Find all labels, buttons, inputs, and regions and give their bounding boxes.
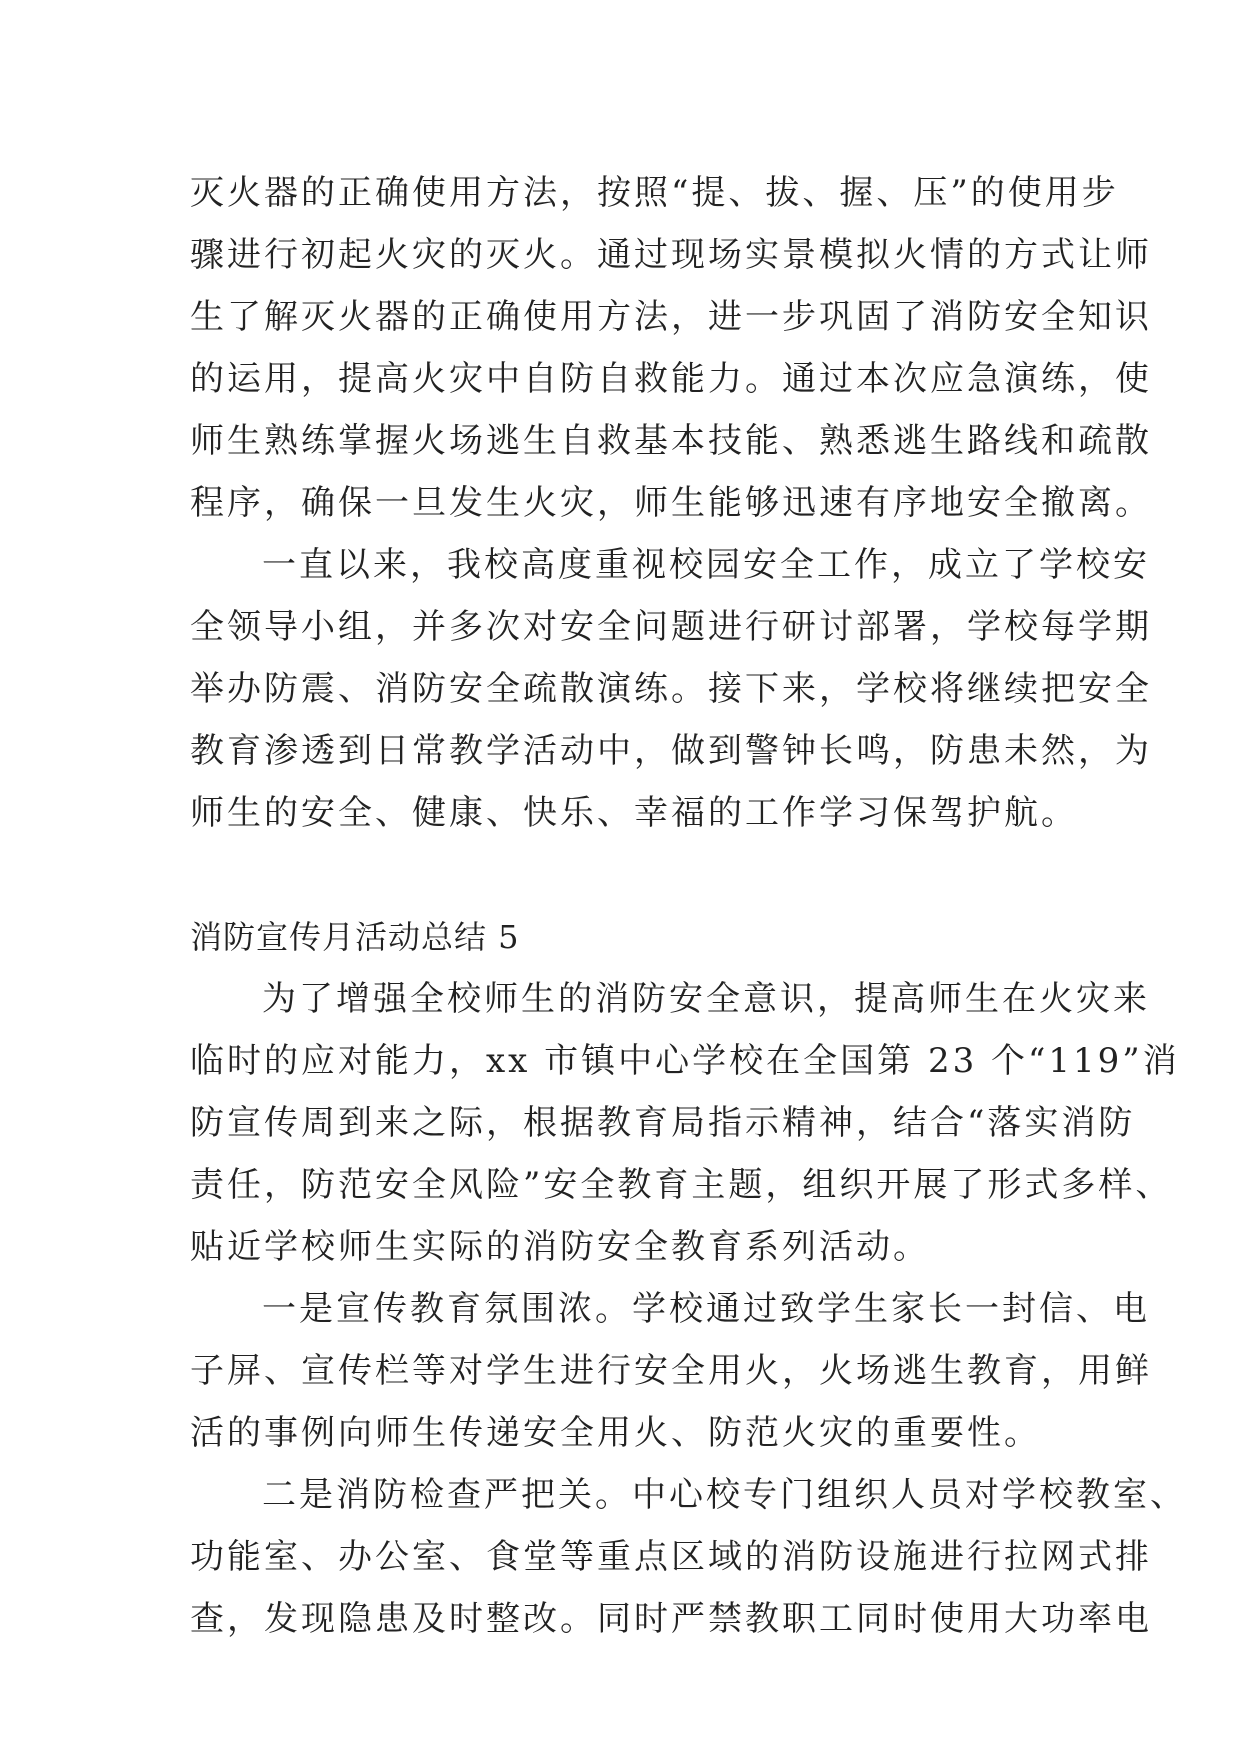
text-line: 查，发现隐患及时整改。同时严禁教职工同时使用大功率电 [190,1599,1152,1639]
paragraph-publicity [190,1278,1152,1464]
paragraph-intro [190,968,1180,1278]
text-line: 活的事例向师生传递安全用火、防范火灾的重要性。 [190,1413,1041,1453]
text-line: 功能室、办公室、食堂等重点区域的消防设施进行拉网式排 [190,1537,1152,1577]
text-line: 贴近学校师生实际的消防安全教育系列活动。 [190,1227,930,1267]
paragraph-safety-work [190,534,1152,844]
text-line: 的运用，提高火灾中自防自救能力。通过本次应急演练，使 [190,359,1152,399]
text-line: 举办防震、消防安全疏散演练。接下来，学校将继续把安全 [190,669,1152,709]
text-line: 师生的安全、健康、快乐、幸福的工作学习保驾护航。 [190,793,1078,833]
text-line: 生了解灭火器的正确使用方法，进一步巩固了消防安全知识 [190,297,1152,337]
text-line: 骤进行初起火灾的灭火。通过现场实景模拟火情的方式让师 [190,235,1152,275]
text-line: 临时的应对能力，xx 市镇中心学校在全国第 23 个“119”消 [190,1041,1180,1081]
text-line: 为了增强全校师生的消防安全意识，提高师生在火灾来 [262,979,1150,1019]
text-line: 子屏、宣传栏等对学生进行安全用火，火场逃生教育，用鲜 [190,1351,1152,1391]
blank-line [190,844,1070,906]
text-line: 一是宣传教育氛围浓。学校通过致学生家长一封信、电 [262,1289,1150,1329]
text-line: 师生熟练掌握火场逃生自救基本技能、熟悉逃生路线和疏散 [190,421,1152,461]
section-heading: 消防宣传月活动总结 5 [190,918,520,956]
text-line: 二是消防检查严把关。中心校专门组织人员对学校教室、 [262,1475,1187,1515]
text-line: 教育渗透到日常教学活动中，做到警钟长鸣，防患未然，为 [190,731,1152,771]
text-line: 灭火器的正确使用方法，按照“提、拔、握、压”的使用步 [190,173,1119,213]
text-line: 责任，防范安全风险”安全教育主题，组织开展了形式多样、 [190,1165,1173,1205]
document-body [190,162,1187,1650]
text-line: 防宣传周到来之际，根据教育局指示精神，结合“落实消防 [190,1103,1136,1143]
text-line: 全领导小组，并多次对安全问题进行研讨部署，学校每学期 [190,607,1152,647]
paragraph-evacuation-drill [190,162,1152,534]
text-line: 一直以来，我校高度重视校园安全工作，成立了学校安 [262,545,1150,585]
paragraph-inspection [190,1464,1187,1650]
text-line: 程序，确保一旦发生火灾，师生能够迅速有序地安全撤离。 [190,483,1152,523]
